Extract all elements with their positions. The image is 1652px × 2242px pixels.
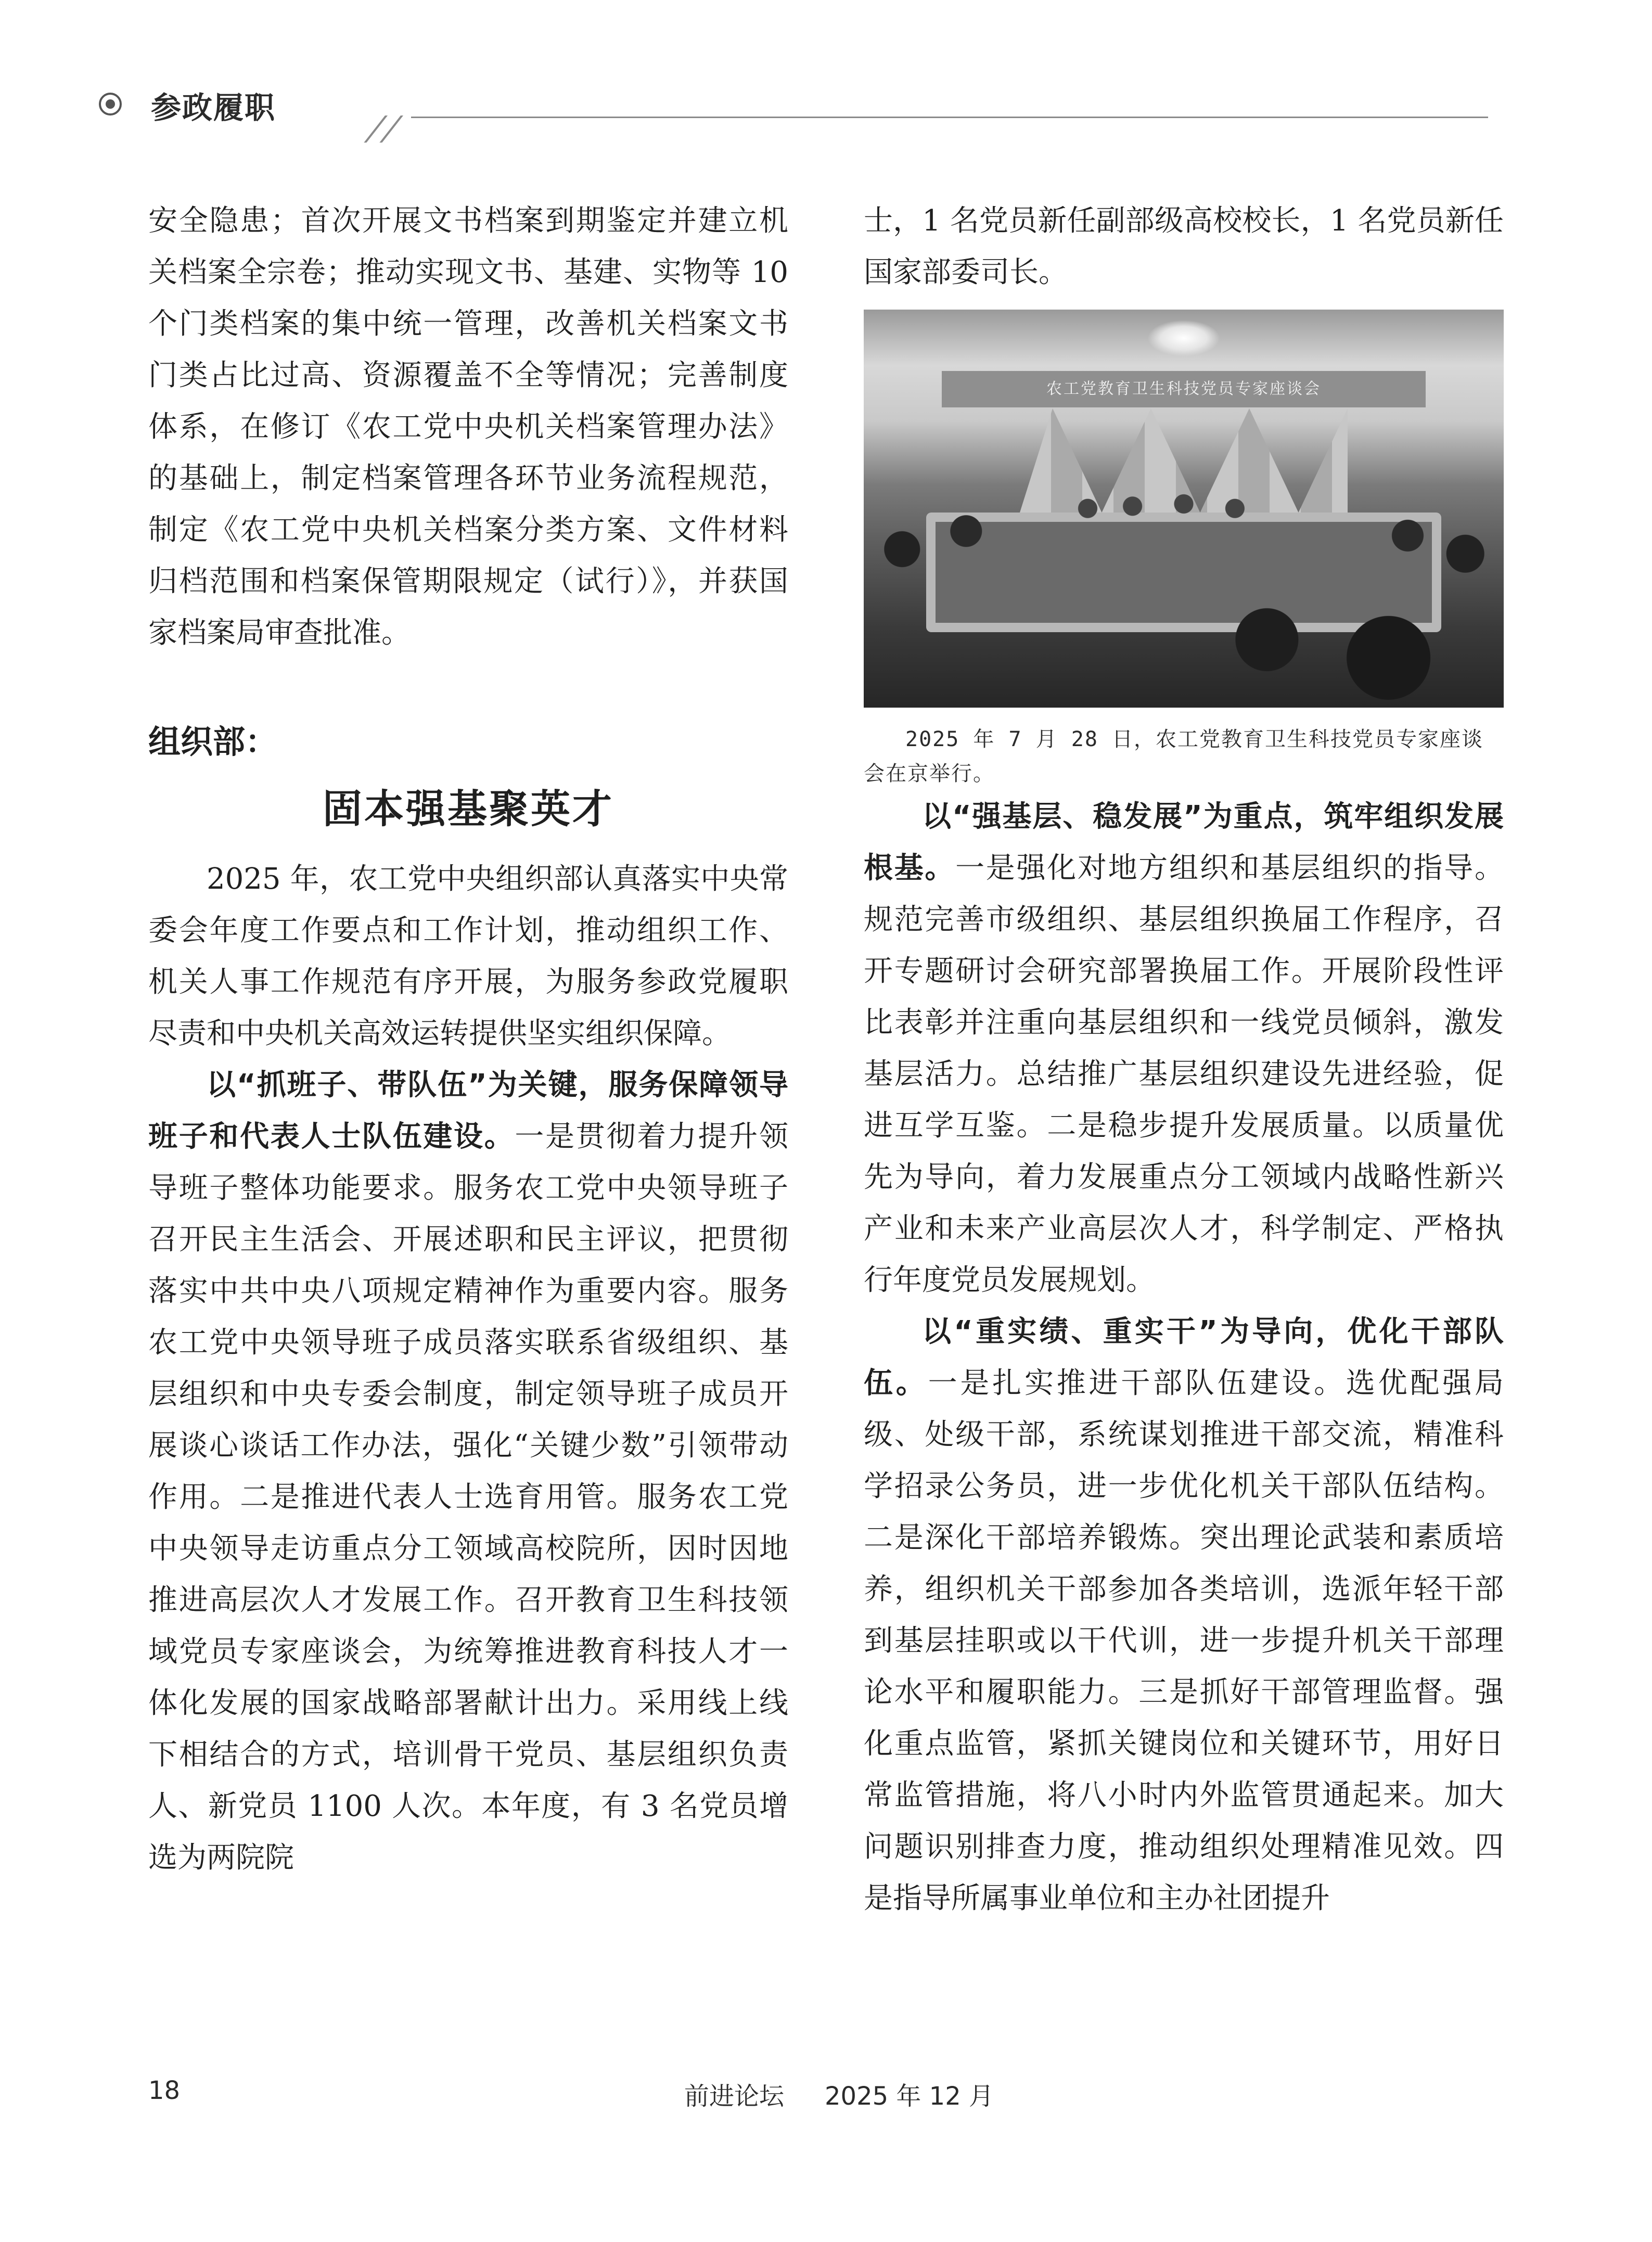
paragraph-lead: 以“抓班子、带队伍”为关键，服务保障领导班子和代表人士队伍建设。 xyxy=(148,1068,788,1154)
paragraph-body: 一是扎实推进干部队伍建设。选优配强局级、处级干部，系统谋划推进干部交流，精准科学招录公务员，进一步优化机关干部队伍结构。二是深化干部培养锻炼。突出理论武装和素质培养，组织机关干部参加各类培训，选派年轻干部到基层挂职或以干代训，进一步提升机关干部理论水平和履职能力。三是抓好干部管理监督。强化重点监管，紧抓关键岗位和关键环节，用好日常监管措施，将八小时内外监管贯通起来。加大问题识别排查力度，推动组织处理精准见效。四是指导所属事业单位和主办社团提升 xyxy=(864,1366,1504,1915)
paragraph-grassroots xyxy=(864,791,1504,1306)
magazine-name: 前进论坛 xyxy=(684,2082,785,2111)
photo-banner: 农工党教育卫生科技党员专家座谈会 xyxy=(942,371,1426,407)
photo-caption: 2025 年 7 月 28 日，农工党教育卫生科技党员专家座谈会在京举行。 xyxy=(864,727,1483,786)
paragraph-leadership xyxy=(148,1059,788,1884)
intro-continuation: 安全隐患；首次开展文书档案到期鉴定并建立机关档案全宗卷；推动实现文书、基建、实物等 10 个门类档案的集中统一管理，改善机关档案文书门类占比过高、资源覆盖不全等情况；完善制度体系，在修订《农工党中央机关档案管理办法》的基础上，制定档案管理各环节业务流程规范，制定《农工党中央机关档案分类方案、文件材料归档范围和档案保管期限规定（试行）》，并获国家档案局审查批准。 xyxy=(148,204,788,650)
right-continuation: 士，1 名党员新任副部级高校校长，1 名党员新任国家部委司长。 xyxy=(864,204,1504,289)
paragraph-intro: 2025 年，农工党中央组织部认真落实中央常委会年度工作要点和工作计划，推动组织工作、机关人事工作规范有序开展，为服务参政党履职尽责和中央机关高效运转提供坚实组织保障。 xyxy=(148,862,788,1050)
meeting-photo xyxy=(864,310,1504,708)
paragraph-body: 一是贯彻着力提升领导班子整体功能要求。服务农工党中央领导班子召开民主生活会、开展述职和民主评议，把贯彻落实中共中央八项规定精神作为重要内容。服务农工党中央领导班子成员落实联系省级组织、基层组织和中央专委会制度，制定领导班子成员开展谈心谈话工作办法，强化“关键少数”引领带动作用。二是推进代表人士选育用管。服务农工党中央领导走访重点分工领域高校院所，因时因地推进高层次人才发展工作。召开教育卫生科技领域党员专家座谈会，为统筹推进教育科技人才一体化发展的国家战略部署献计出力。采用线上线下相结合的方式，培训骨干党员、基层组织负责人、新党员 1100 人次。本年度，有 3 名党员增选为两院院 xyxy=(148,1120,789,1875)
paragraph-cadres xyxy=(864,1306,1504,1924)
chandelier-shape xyxy=(1147,320,1220,356)
article-title: 固本强基聚英才 xyxy=(323,786,614,832)
section-bullet-icon xyxy=(99,93,122,116)
department-heading: 组织部： xyxy=(148,723,278,761)
page-header xyxy=(94,78,1488,135)
left-column xyxy=(148,195,788,1884)
paragraph-body: 一是强化对地方组织和基层组织的指导。规范完善市级组织、基层组织换届工作程序，召开专题研讨会研究部署换届工作。开展阶段性评比表彰并注重向基层组织和一线党员倾斜，激发基层活力。总结推广基层组织建设先进经验，促进互学互鉴。二是稳步提升发展质量。以质量优先为导向，着力发展重点分工领域内战略性新兴产业和未来产业高层次人才，科学制定、严格执行年度党员发展规划。 xyxy=(864,851,1504,1297)
attendees-shape xyxy=(864,481,1504,708)
section-title: 参政履职 xyxy=(151,90,276,125)
paragraph-lead: 以“重实绩、重实干”为导向，优化干部队伍。 xyxy=(864,1315,1504,1400)
header-rule xyxy=(411,117,1488,118)
right-column xyxy=(864,195,1504,1924)
issue-date: 2025 年 12 月 xyxy=(825,2082,994,2111)
page-number: 18 xyxy=(148,2076,181,2105)
paragraph-lead: 以“强基层、稳发展”为重点，筑牢组织发展根基。 xyxy=(864,800,1504,885)
